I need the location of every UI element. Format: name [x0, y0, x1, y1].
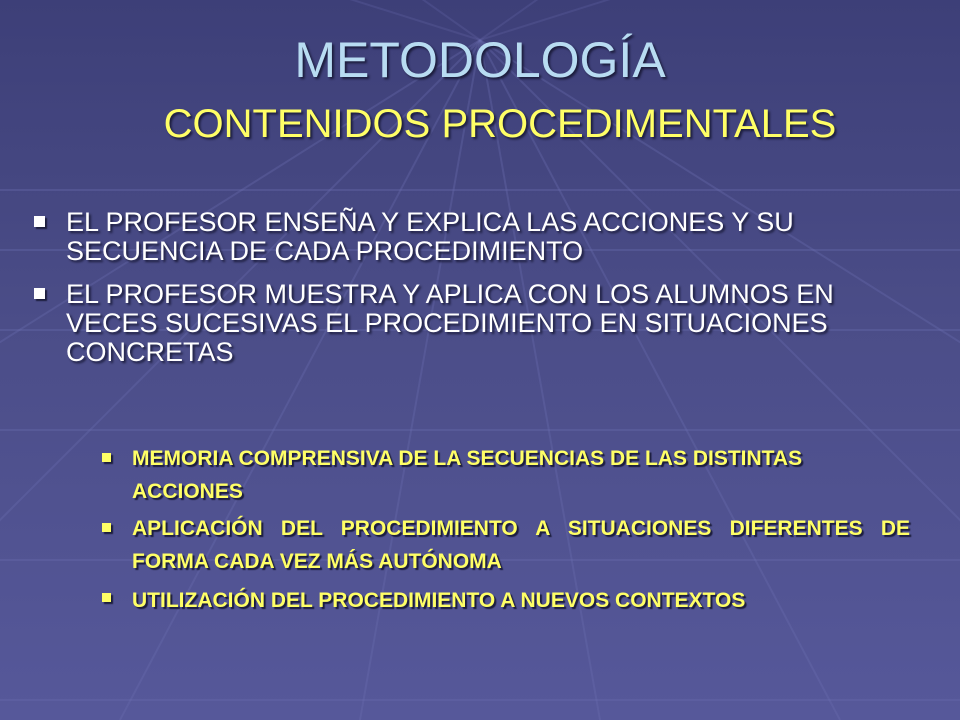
sub-bullet-item [98, 512, 910, 578]
main-bullet-item [30, 208, 910, 266]
main-bullet-list [30, 208, 910, 381]
main-bullet-text: EL PROFESOR MUESTRA Y APLICA CON LOS ALUMNOS EN VECES SUCESIVAS EL PROCEDIMIENTO EN SITUACIONES CONCRETAS [66, 279, 834, 367]
sub-bullet-list [98, 442, 910, 624]
square-bullet-icon [102, 523, 111, 532]
sub-bullet-text: MEMORIA COMPRENSIVA DE LA SECUENCIAS DE LAS DISTINTAS ACCIONES [132, 447, 803, 503]
main-bullet-item [30, 280, 910, 367]
sub-bullet-item [98, 442, 910, 508]
square-bullet-icon [34, 216, 45, 227]
square-bullet-icon [102, 453, 111, 462]
sub-bullet-item [98, 582, 910, 620]
square-bullet-icon [34, 288, 45, 299]
square-bullet-icon [102, 593, 111, 602]
slide-title: METODOLOGÍA [294, 32, 666, 88]
sub-bullet-text: UTILIZACIÓN DEL PROCEDIMIENTO A NUEVOS CONTEXTOS [132, 589, 746, 612]
slide-subtitle: CONTENIDOS PROCEDIMENTALES [163, 102, 837, 146]
main-bullet-text: EL PROFESOR ENSEÑA Y EXPLICA LAS ACCIONES Y SU SECUENCIA DE CADA PROCEDIMIENTO [66, 207, 794, 266]
sub-bullet-text: APLICACIÓN DEL PROCEDIMIENTO A SITUACIONES DIFERENTES DE FORMA CADA VEZ MÁS AUTÓNOMA [132, 517, 910, 573]
